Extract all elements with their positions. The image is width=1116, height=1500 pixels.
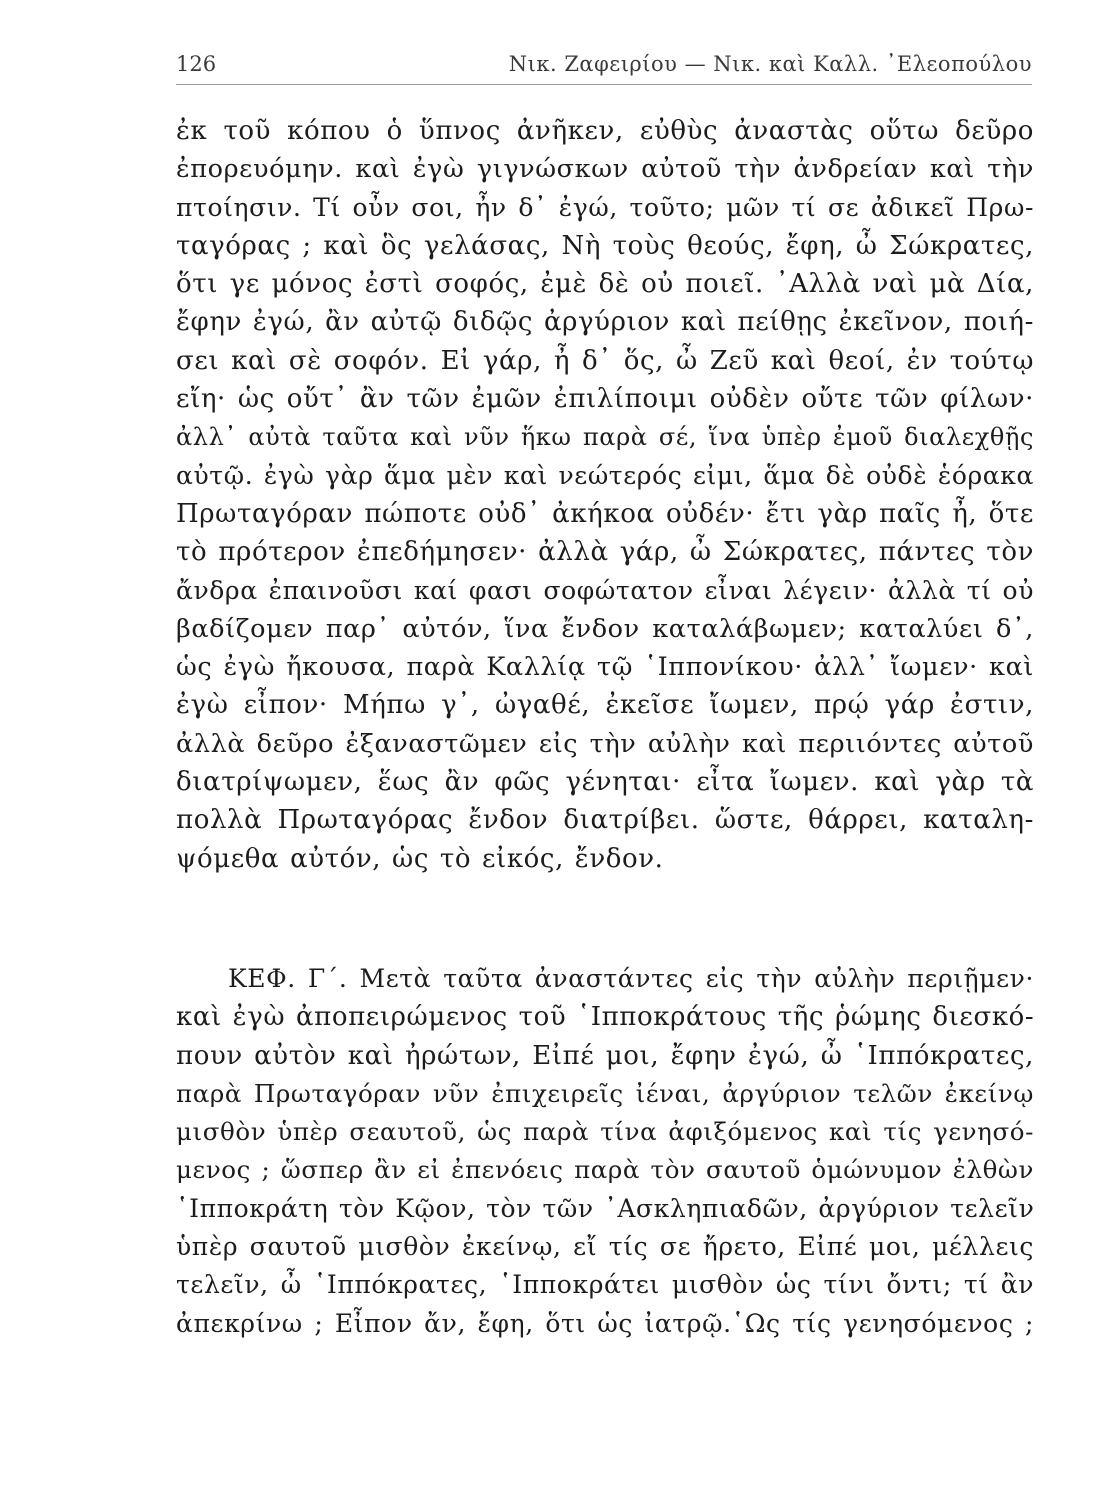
chapter-opening-line: ΚΕΦ. Γ΄. Μετὰ ταῦτα ἀναστάντες εἰς τὴν αὐλὴν περιῇμεν·	[228, 964, 1034, 993]
text-line: πολλὰ Πρωταγόρας ἔνδον διατρίβει. ὥστε, θάρρει, καταλη-	[176, 805, 1034, 836]
page-number: 126	[176, 52, 217, 76]
paragraph-1	[176, 112, 1034, 878]
text-line: διατρίψωμεν, ἕως ἂν φῶς γένηται· εἶτα ἴωμεν. καὶ γὰρ τὰ	[176, 767, 1034, 798]
running-title: Νικ. Ζαφειρίου — Νικ. καὶ Καλλ. ᾿Ελεοπούλου	[508, 52, 1032, 76]
text-line: ἐγὼ εἶπον· Μήπω γ᾿, ὠγαθέ, ἐκεῖσε ἴωμεν, πρῴ γάρ ἐστιν,	[176, 690, 1034, 721]
text-line: ὅτι γε μόνος ἐστὶ σοφός, ἐμὲ δὲ οὐ ποιεῖ. ᾿Αλλὰ ναὶ μὰ Δία,	[176, 269, 1034, 300]
text-line: ψόμεθα αὐτόν, ὡς τὸ εἰκός, ἔνδον.	[176, 843, 664, 874]
paragraph-2	[176, 960, 1034, 1343]
text-line: βαδίζομεν παρ᾿ αὐτόν, ἵνα ἔνδον καταλάβωμεν; καταλύει δ᾿,	[176, 613, 1034, 644]
text-line: ἀπεκρίνω ; Εἶπον ἄν, ἔφη, ὅτι ὡς ἰατρῷ.῾Ως τίς γενησόμενος ;	[176, 1308, 1034, 1338]
text-line: σει καὶ σὲ σοφόν. Εἰ γάρ, ἦ δ᾿ ὅς, ὦ Ζεῦ καὶ θεοί, ἐν τούτῳ	[176, 345, 1034, 376]
running-header	[176, 48, 1032, 85]
text-line: ἔφην ἐγώ, ἂν αὐτῷ διδῷς ἀργύριον καὶ πείθῃς ἐκεῖνον, ποιή-	[176, 307, 1034, 338]
text-line: ἀλλ᾿ αὐτὰ ταῦτα καὶ νῦν ἥκω παρὰ σέ, ἵνα ὑπὲρ ἐμοῦ διαλεχθῇς	[176, 423, 1034, 452]
text-line: τὸ πρότερον ἐπεδήμησεν· ἀλλὰ γάρ, ὦ Σώκρατες, πάντες τὸν	[176, 537, 1034, 568]
text-line: ἐκ τοῦ κόπου ὁ ὕπνος ἀνῆκεν, εὐθὺς ἀναστὰς οὕτω δεῦρο	[176, 116, 1034, 146]
text-line: ἄνδρα ἐπαινοῦσι καί φασι σοφώτατον εἶναι λέγειν· ἀλλὰ τί οὐ	[176, 575, 1034, 605]
text-line: τελεῖν, ὦ ῾Ιππόκρατες, ῾Ιπποκράτει μισθὸν ὡς τίνι ὄντι; τί ἂν	[176, 1270, 1034, 1300]
text-line: ῾Ιπποκράτη τὸν Κῷον, τὸν τῶν ᾿Ασκληπιαδῶν, ἀργύριον τελεῖν	[176, 1193, 1035, 1223]
text-line: ἀλλὰ δεῦρο ἐξαναστῶμεν εἰς τὴν αὐλὴν καὶ περιιόντες αὐτοῦ	[176, 728, 1034, 759]
text-line: πουν αὐτὸν καὶ ἠρώτων, Εἰπέ μοι, ἔφην ἐγώ, ὦ ῾Ιππόκρατες,	[176, 1040, 1034, 1071]
text-line: ὡς ἐγὼ ἤκουσα, παρὰ Καλλίᾳ τῷ ῾Ιππονίκου· ἀλλ᾿ ἴωμεν· καὶ	[176, 652, 1034, 683]
text-line: αὐτῷ. ἐγὼ γὰρ ἅμα μὲν καὶ νεώτερός εἰμι, ἅμα δὲ οὐδὲ ἑόρακα	[176, 460, 1034, 490]
text-line: μενος ; ὥσπερ ἂν εἰ ἐπενόεις παρὰ τὸν σαυτοῦ ὁμώνυμον ἐλθὼν	[176, 1155, 1034, 1185]
text-line: Πρωταγόραν πώποτε οὐδ᾿ ἀκήκοα οὐδέν· ἔτι γὰρ παῖς ἦ, ὅτε	[176, 498, 1034, 529]
text-line: παρὰ Πρωταγόραν νῦν ἐπιχειρεῖς ἰέναι, ἀργύριον τελῶν ἐκείνῳ	[176, 1078, 1034, 1108]
text-line: μισθὸν ὑπὲρ σεαυτοῦ, ὡς παρὰ τίνα ἀφιξόμενος καὶ τίς γενησό-	[176, 1117, 1034, 1147]
text-line: ἐπορευόμην. καὶ ἐγὼ γιγνώσκων αὐτοῦ τὴν ἀνδρείαν καὶ τὴν	[176, 154, 1034, 185]
text-line: ὑπὲρ σαυτοῦ μισθὸν ἐκείνῳ, εἴ τίς σε ἤρετο, Εἰπέ μοι, μέλλεις	[176, 1232, 1034, 1262]
text-line: ταγόρας ; καὶ ὃς γελάσας, Νὴ τοὺς θεούς, ἔφη, ὦ Σώκρατες,	[176, 230, 1034, 261]
text-line: καὶ ἐγὼ ἀποπειρώμενος τοῦ ῾Ιπποκράτους τῆς ῥώμης διεσκό-	[176, 1002, 1035, 1033]
text-line: εἴη· ὡς οὔτ᾿ ἂν τῶν ἐμῶν ἐπιλίποιμι οὐδὲν οὔτε τῶν φίλων·	[176, 384, 1034, 415]
text-line: πτοίησιν. Τί οὖν σοι, ἦν δ᾿ ἐγώ, τοῦτο; μῶν τί σε ἀδικεῖ Πρω-	[176, 192, 1034, 222]
